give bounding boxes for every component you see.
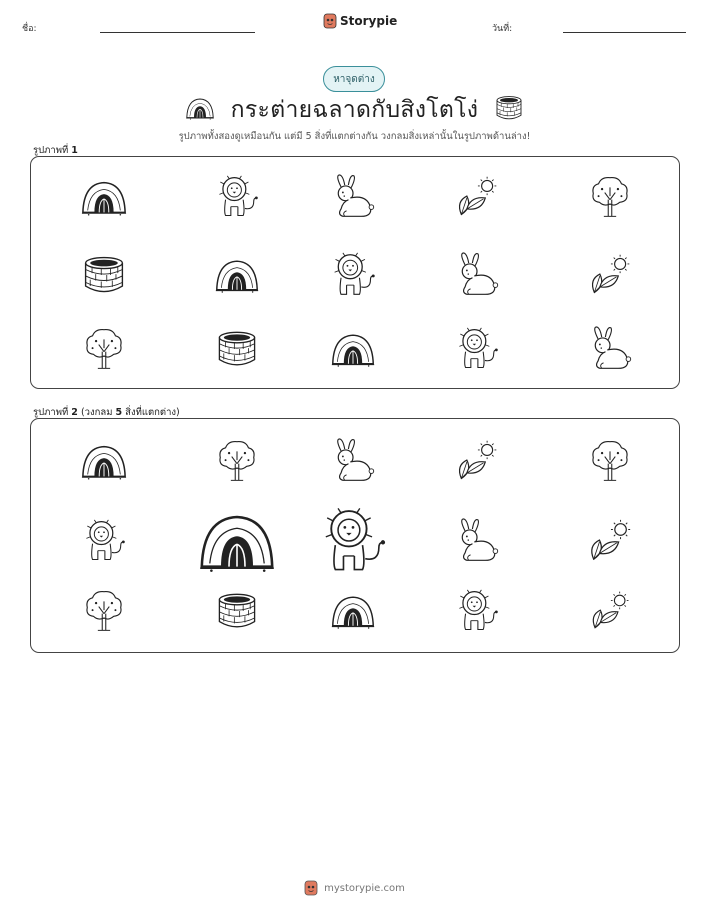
tree-icon[interactable] — [215, 439, 259, 483]
cave-icon — [185, 93, 215, 127]
cave-icon[interactable] — [330, 326, 376, 372]
tree-icon[interactable] — [588, 175, 632, 219]
lion-icon[interactable] — [455, 589, 499, 633]
rabbit-icon[interactable] — [454, 518, 500, 564]
cave-icon[interactable] — [330, 588, 376, 634]
sun-leaves-icon[interactable] — [588, 589, 632, 633]
storypie-logo-icon — [323, 13, 337, 29]
cave-icon[interactable] — [197, 501, 277, 581]
name-field-line[interactable] — [100, 32, 255, 33]
tree-icon[interactable] — [82, 327, 126, 371]
sun-leaves-icon[interactable] — [587, 252, 633, 298]
well-icon — [494, 93, 524, 127]
cave-icon[interactable] — [80, 437, 128, 485]
lion-icon[interactable] — [215, 175, 259, 219]
name-label: ชื่อ: — [22, 24, 37, 34]
brand — [323, 13, 397, 29]
rabbit-icon[interactable] — [454, 252, 500, 298]
tree-icon[interactable] — [588, 439, 632, 483]
rabbit-icon[interactable] — [330, 174, 376, 220]
footer-site: mystorypie.com — [324, 882, 405, 894]
footer — [0, 880, 709, 896]
date-field-line[interactable] — [563, 32, 686, 33]
lion-icon[interactable] — [330, 252, 376, 298]
storypie-logo-icon — [304, 880, 318, 896]
instructions: รูปภาพทั้งสองดูเหมือนกัน แต่มี 5 สิ่งที่แตกต่างกัน วงกลมสิ่งเหล่านั้นในรูปภาพด้านล่าง! — [178, 131, 531, 142]
sun-leaves-icon[interactable] — [454, 438, 500, 484]
well-icon[interactable] — [215, 327, 259, 371]
lion-icon[interactable] — [82, 519, 126, 563]
date-label: วันที่: — [492, 24, 513, 34]
picture-1-label: รูปภาพที่ 1 — [33, 145, 78, 156]
well-icon[interactable] — [215, 589, 259, 633]
tree-icon[interactable] — [82, 589, 126, 633]
rabbit-icon[interactable] — [330, 438, 376, 484]
title-row — [0, 92, 709, 128]
picture-2-frame — [30, 418, 680, 653]
cave-icon[interactable] — [214, 252, 260, 298]
find-difference-badge: หาจุดต่าง — [323, 66, 385, 92]
lion-icon[interactable] — [319, 507, 387, 575]
sun-leaves-icon[interactable] — [454, 174, 500, 220]
rabbit-icon[interactable] — [587, 326, 633, 372]
picture-2-label: รูปภาพที่ 2 (วงกลม 5 สิ่งที่แตกต่าง) — [33, 407, 180, 418]
picture-1-frame — [30, 156, 680, 389]
lion-icon[interactable] — [455, 327, 499, 371]
cave-icon[interactable] — [80, 173, 128, 221]
sun-leaves-icon[interactable] — [586, 517, 634, 565]
page-title: กระต่ายฉลาดกับสิงโตโง่ — [230, 97, 479, 123]
brand-name: Storypie — [340, 14, 398, 28]
well-icon[interactable] — [81, 252, 127, 298]
